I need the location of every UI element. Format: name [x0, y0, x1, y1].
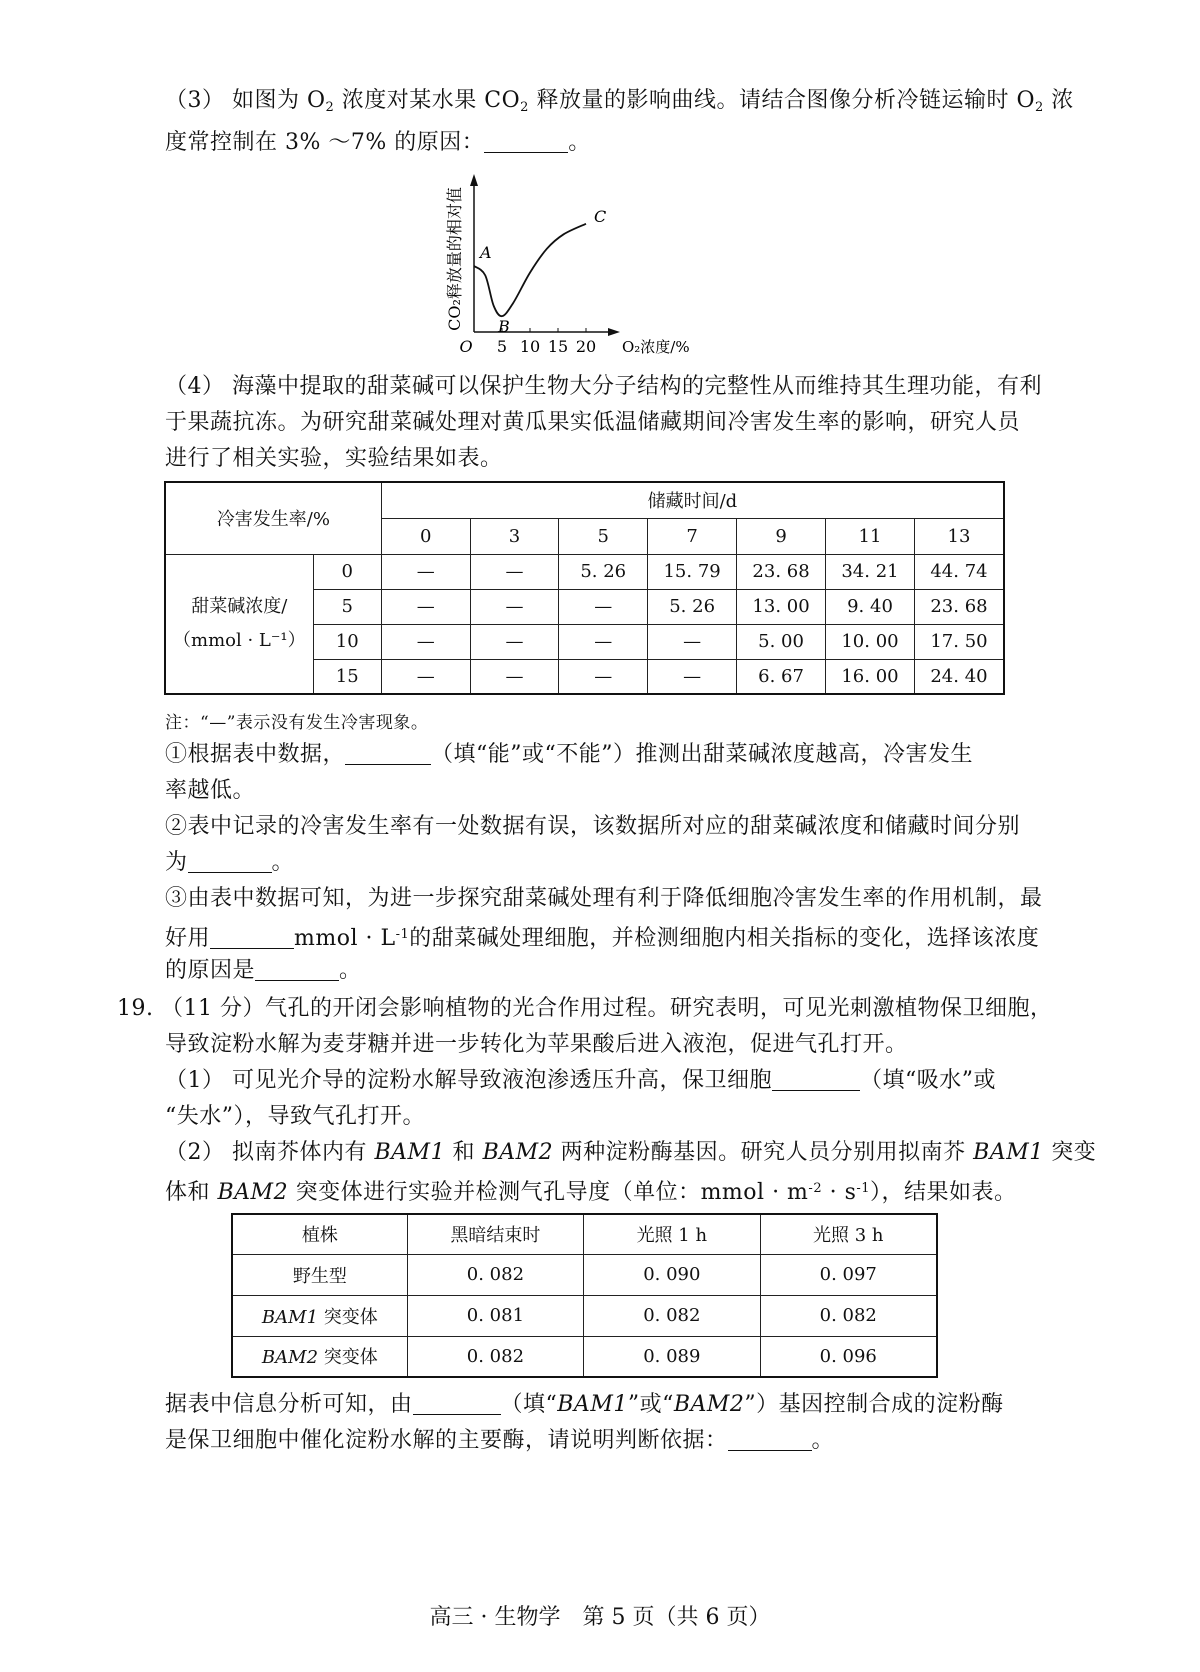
- q19-line-1: 19. （11 分）气孔的开闭会影响植物的光合作用过程。研究表明，可见光刺激植物保卫细胞，: [117, 996, 1053, 1021]
- x-tick-label: 5: [496, 337, 508, 356]
- x-tick-label: 10: [519, 337, 541, 356]
- q19-conclusion-line-2: 是保卫细胞中催化淀粉水解的主要酶，请说明判断依据： 。: [165, 1428, 835, 1453]
- y-axis-label: CO₂释放量的相对值: [445, 187, 464, 331]
- x-tick-label: 15: [547, 337, 569, 356]
- x-tick-label: 20: [575, 337, 597, 356]
- value-cell: 34. 21: [826, 554, 915, 589]
- value-cell: 0. 090: [584, 1254, 760, 1295]
- value-cell: 5. 26: [648, 589, 737, 624]
- answer-blank[interactable]: [255, 956, 339, 981]
- q19-conclusion-line-1: 据表中信息分析可知，由 （填“BAM1”或“BAM2”）基因控制合成的淀粉酶: [165, 1392, 1004, 1417]
- value-cell: 44. 74: [914, 554, 1004, 589]
- answer-blank[interactable]: [210, 924, 294, 949]
- value-cell: 5. 00: [737, 624, 826, 659]
- time-cell: 5: [559, 518, 648, 554]
- point-label-b: B: [498, 317, 510, 337]
- header-cell: 植株: [232, 1214, 407, 1254]
- chart-axes: [445, 174, 690, 356]
- x-axis-label: O₂浓度/%: [622, 338, 690, 356]
- q19-part1-line-1: （1） 可见光介导的淀粉水解导致液泡渗透压升高，保卫细胞 （填“吸水”或: [165, 1068, 996, 1093]
- value-cell: —: [470, 659, 559, 694]
- value-cell: 10. 00: [826, 624, 915, 659]
- conc-cell: 15: [313, 659, 381, 694]
- value-cell: —: [381, 659, 470, 694]
- table-row: [165, 554, 1004, 589]
- co2-release-chart: [440, 168, 700, 360]
- answer-blank[interactable]: [772, 1066, 860, 1091]
- q19-part2-line-2: 体和 BAM2 突变体进行实验并检测气孔导度（单位：mmol · $m^{-2} \cdot s^{-1}$），结果如表。: [165, 1180, 1017, 1205]
- value-cell: —: [381, 589, 470, 624]
- conc-cell: 5: [313, 589, 381, 624]
- value-cell: —: [470, 589, 559, 624]
- value-cell: 5. 26: [559, 554, 648, 589]
- value-cell: 0. 082: [407, 1336, 583, 1377]
- plant-cell: 野生型: [232, 1254, 407, 1295]
- value-cell: 0. 089: [584, 1336, 760, 1377]
- q4-line-2: 于果蔬抗冻。为研究甜菜碱处理对黄瓜果实低温储藏期间冷害发生率的影响，研究人员: [165, 410, 1021, 435]
- page-footer: 高三 · 生物学 第 5 页（共 6 页）: [429, 1605, 771, 1630]
- conc-cell: 0: [313, 554, 381, 589]
- time-cell: 11: [826, 518, 915, 554]
- answer-blank[interactable]: [728, 1426, 812, 1451]
- point-label-c: C: [594, 206, 607, 226]
- time-cell: 13: [914, 518, 1004, 554]
- time-cell: 7: [648, 518, 737, 554]
- header-cell: 黑暗结束时: [407, 1214, 583, 1254]
- q4-subq-3-line-3: 的原因是 。: [165, 958, 362, 983]
- y-axis-arrow: [470, 174, 478, 186]
- chart-marks: [474, 207, 606, 336]
- value-cell: 15. 79: [648, 554, 737, 589]
- q19-part1-line-2: “失水”），导致气孔打开。: [165, 1104, 425, 1129]
- table-row: [232, 1295, 937, 1336]
- point-label-a: A: [480, 243, 492, 262]
- q4-line-3: 进行了相关实验，实验结果如表。: [165, 446, 503, 471]
- origin-label: O: [459, 337, 473, 356]
- value-cell: —: [559, 624, 648, 659]
- table-note: 注：“—”表示没有发生冷害现象。: [165, 713, 429, 733]
- time-cell: 9: [737, 518, 826, 554]
- value-cell: —: [381, 624, 470, 659]
- value-cell: 17. 50: [914, 624, 1004, 659]
- value-cell: 13. 00: [737, 589, 826, 624]
- value-cell: 9. 40: [826, 589, 915, 624]
- cold-damage-table: [164, 481, 1005, 695]
- header-cell: 光照 3 h: [760, 1214, 937, 1254]
- q4-subq-2-line-1: ②表中记录的冷害发生率有一处数据有误，该数据所对应的甜菜碱浓度和储藏时间分别: [165, 814, 1021, 839]
- answer-blank[interactable]: [345, 740, 431, 765]
- value-cell: 0. 082: [407, 1254, 583, 1295]
- time-cell: 3: [470, 518, 559, 554]
- header-cell: 光照 1 h: [584, 1214, 760, 1254]
- value-cell: 0. 096: [760, 1336, 937, 1377]
- value-cell: —: [470, 554, 559, 589]
- co2-curve: [474, 224, 586, 316]
- q4-subq-2-line-2: 为 。: [165, 850, 295, 875]
- value-cell: 23. 68: [914, 589, 1004, 624]
- value-cell: —: [559, 659, 648, 694]
- value-cell: —: [648, 659, 737, 694]
- table-row: [232, 1336, 937, 1377]
- table-row: [232, 1214, 937, 1254]
- value-cell: 0. 082: [760, 1295, 937, 1336]
- q19-line-2: 导致淀粉水解为麦芽糖并进一步转化为苹果酸后进入液泡，促进气孔打开。: [165, 1032, 908, 1057]
- plant-cell: BAM2 突变体: [232, 1336, 407, 1377]
- table-row: [232, 1254, 937, 1295]
- value-cell: —: [470, 624, 559, 659]
- answer-blank[interactable]: [188, 848, 272, 873]
- plant-cell: BAM1 突变体: [232, 1295, 407, 1336]
- value-cell: 16. 00: [826, 659, 915, 694]
- concentration-header: 甜菜碱浓度/ （mmol · L⁻¹）: [165, 554, 313, 694]
- stomatal-conductance-table: [231, 1213, 938, 1378]
- value-cell: —: [648, 624, 737, 659]
- q3-line-2: 度常控制在 3% ～7% 的原因： 。: [165, 130, 591, 155]
- value-cell: 23. 68: [737, 554, 826, 589]
- value-cell: 0. 081: [407, 1295, 583, 1336]
- q4-subq-1-line-1: ①根据表中数据， （填“能”或“不能”）推测出甜菜碱浓度越高，冷害发生: [165, 742, 974, 767]
- table-corner-header: 冷害发生率/%: [165, 482, 381, 554]
- q4-subq-1-line-2: 率越低。: [165, 778, 256, 803]
- q3-line-1: （3） 如图为 $O_2$ 浓度对某水果 $CO_2$ 释放量的影响曲线。请结合图像分析冷链运输时 $O_2$ 浓: [165, 88, 1074, 115]
- time-cell: 0: [381, 518, 470, 554]
- q19-part2-line-1: （2） 拟南芥体内有 BAM1 和 BAM2 两种淀粉酶基因。研究人员分别用拟南芥 BAM1 突变: [165, 1140, 1097, 1165]
- value-cell: 0. 082: [584, 1295, 760, 1336]
- answer-blank[interactable]: [413, 1390, 501, 1415]
- value-cell: 0. 097: [760, 1254, 937, 1295]
- conc-cell: 10: [313, 624, 381, 659]
- value-cell: —: [559, 589, 648, 624]
- q4-subq-3-line-1: ③由表中数据可知，为进一步探究甜菜碱处理有利于降低细胞冷害发生率的作用机制，最: [165, 886, 1043, 911]
- value-cell: 24. 40: [914, 659, 1004, 694]
- value-cell: 6. 67: [737, 659, 826, 694]
- storage-time-header: 储藏时间/d: [381, 482, 1004, 518]
- answer-blank[interactable]: [484, 128, 568, 153]
- value-cell: —: [381, 554, 470, 589]
- q4-line-1: （4） 海藻中提取的甜菜碱可以保护生物大分子结构的完整性从而维持其生理功能，有利: [165, 374, 1042, 399]
- q4-subq-3-line-2: 好用 mmol · $L^{-1}$的甜菜碱处理细胞，并检测细胞内相关指标的变化，选择该浓度: [165, 926, 1040, 951]
- x-axis-arrow: [608, 328, 620, 336]
